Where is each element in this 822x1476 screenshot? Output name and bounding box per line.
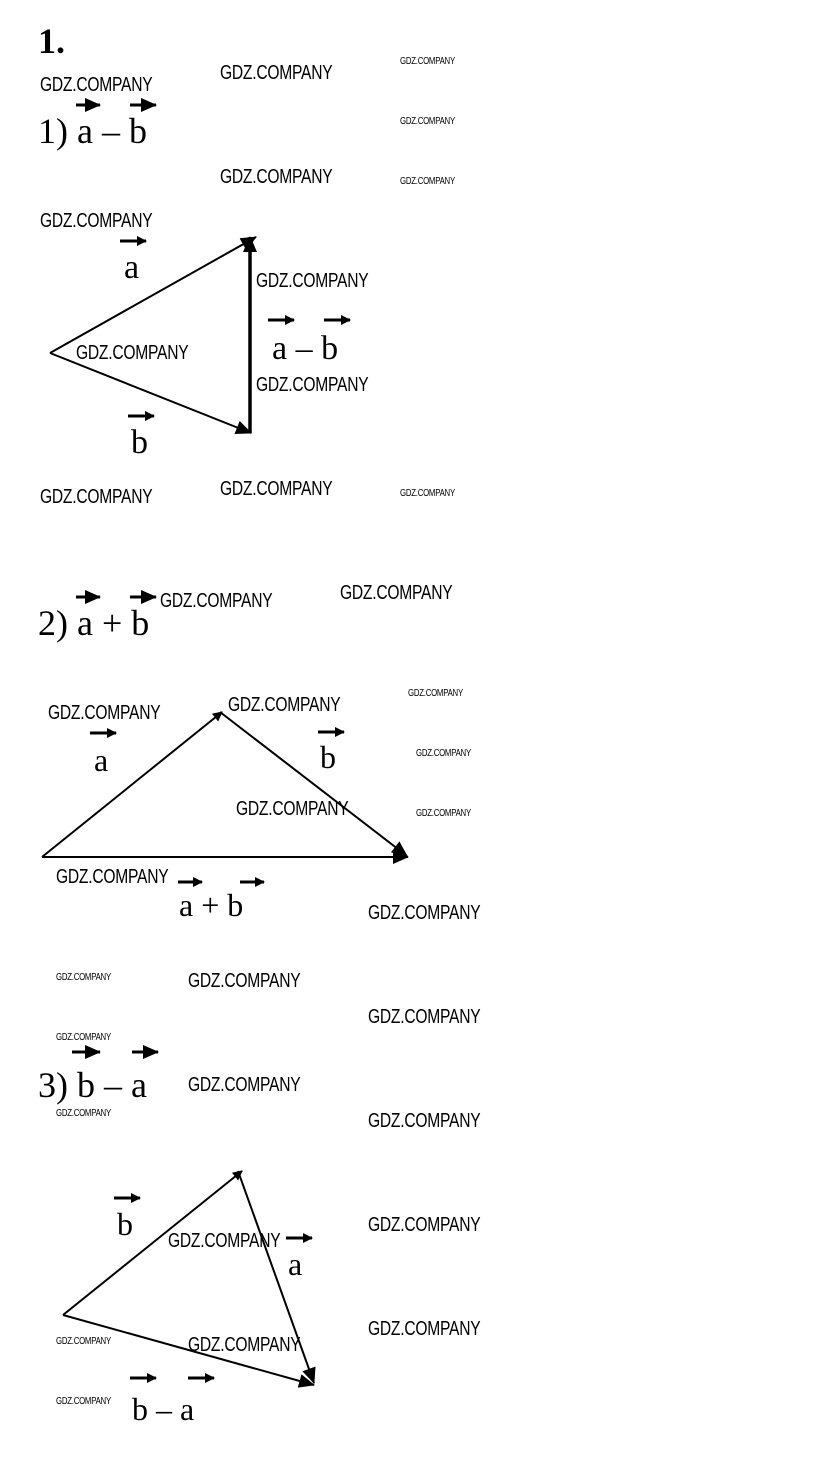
vector-a-arrow xyxy=(50,237,256,353)
label-a-minus-b: a – b xyxy=(272,330,339,367)
watermark: GDZ.COMPANY xyxy=(400,56,455,67)
task-1-number: 1) xyxy=(38,111,68,151)
watermark: GDZ.COMPANY xyxy=(368,1110,481,1132)
watermark: GDZ.COMPANY xyxy=(368,902,481,924)
watermark: GDZ.COMPANY xyxy=(56,1336,111,1347)
watermark: GDZ.COMPANY xyxy=(400,116,455,127)
label-a: a xyxy=(124,249,140,286)
vector-b-arrow xyxy=(220,712,407,856)
watermark: GDZ.COMPANY xyxy=(400,176,455,187)
watermark: GDZ.COMPANY xyxy=(340,582,453,604)
watermark: GDZ.COMPANY xyxy=(56,972,111,983)
label-a: a xyxy=(94,742,109,778)
exercise-number: 1. xyxy=(38,21,65,61)
watermark: GDZ.COMPANY xyxy=(416,808,471,819)
watermark: GDZ.COMPANY xyxy=(220,166,333,188)
watermark: GDZ.COMPANY xyxy=(40,74,153,96)
watermark: GDZ.COMPANY xyxy=(408,688,463,699)
watermark: GDZ.COMPANY xyxy=(256,270,369,292)
watermark: GDZ.COMPANY xyxy=(368,1006,481,1028)
diagram-3-triangle xyxy=(63,1171,314,1427)
label-b-minus-a: b – a xyxy=(132,1391,195,1427)
watermark: GDZ.COMPANY xyxy=(228,694,341,716)
watermark: GDZ.COMPANY xyxy=(256,374,369,396)
watermark: GDZ.COMPANY xyxy=(168,1230,281,1252)
watermark: GDZ.COMPANY xyxy=(40,486,153,508)
watermark: GDZ.COMPANY xyxy=(188,970,301,992)
label-b: b xyxy=(320,739,336,775)
watermark: GDZ.COMPANY xyxy=(76,342,189,364)
label-b: b xyxy=(117,1206,133,1242)
task-2-formula: a + b xyxy=(77,603,150,643)
watermark: GDZ.COMPANY xyxy=(400,488,455,499)
task-3-formula: b – a xyxy=(77,1065,147,1105)
label-a-plus-b: a + b xyxy=(179,887,244,923)
vector-b-arrow xyxy=(50,353,251,433)
task-1-formula: a – b xyxy=(77,111,147,151)
diagram-2-triangle xyxy=(42,712,408,923)
watermark: GDZ.COMPANY xyxy=(56,1396,111,1407)
label-b: b xyxy=(131,424,148,461)
label-a: a xyxy=(288,1246,303,1282)
watermark: GDZ.COMPANY xyxy=(220,62,333,84)
watermark: GDZ.COMPANY xyxy=(40,210,153,232)
vector-a-arrow xyxy=(42,712,222,857)
watermark: GDZ.COMPANY xyxy=(188,1334,301,1356)
watermark: GDZ.COMPANY xyxy=(56,1032,111,1043)
watermark: GDZ.COMPANY xyxy=(48,702,161,724)
watermark: GDZ.COMPANY xyxy=(236,798,349,820)
watermark: GDZ.COMPANY xyxy=(160,590,273,612)
watermark: GDZ.COMPANY xyxy=(416,748,471,759)
watermark: GDZ.COMPANY xyxy=(56,1108,111,1119)
watermark: GDZ.COMPANY xyxy=(368,1214,481,1236)
task-2-number: 2) xyxy=(38,603,68,643)
watermark: GDZ.COMPANY xyxy=(220,478,333,500)
watermark: GDZ.COMPANY xyxy=(56,866,169,888)
watermark: GDZ.COMPANY xyxy=(188,1074,301,1096)
task-3-number: 3) xyxy=(38,1065,68,1105)
watermark: GDZ.COMPANY xyxy=(368,1318,481,1340)
